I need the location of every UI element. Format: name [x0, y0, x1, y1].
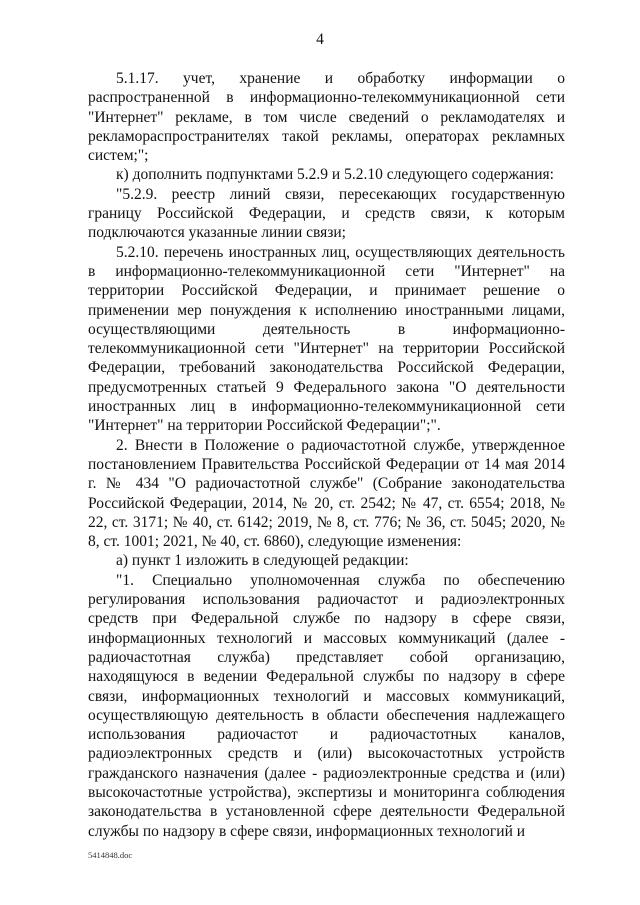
paragraph-5-2-10: 5.2.10. перечень иностранных лиц, осуществляющих деятельность в информационно-телекоммуникационной сети "Интернет" на территории Российской Федерации, и принимает решение о применении мер понуждения к исполнению иностранными лицами, осуществляющими деятельность в информационно-телекоммуникационной сети "Интернет" на территории Российской Федерации, требований законодательства Российской Федерации, предусмотренных статьей 9 Федерального закона "О деятельности иностранных лиц в информационно-телекоммуникационной сети "Интернет" на территории Российской Федерации";". [88, 243, 565, 435]
paragraph-a-item-1: а) пункт 1 изложить в следующей редакции: [116, 552, 409, 570]
paragraph-2-amend-regulation: 2. Внести в Положение о радиочастотной службе, утвержденное постановлением Правительства Российской Федерации от 14 мая 2014 г. № 434 "О радиочастотной службе" (Собрание законодательства Российской Федерации, 2014, № 20, ст. 2542; № 47, ст. 6554; 2018, № 22, ст. 3171; № 40, ст. 6142; 2019, № 8, ст. 776; № 36, ст. 5045; 2020, № 8, ст. 1001; 2021, № 40, ст. 6860), следующие изменения: [88, 436, 565, 551]
page-number: 4 [316, 31, 324, 48]
paragraph-1-radio-service: "1. Специально уполномоченная служба по обеспечению регулирования использования радиочастот и радиоэлектронных средств при Федеральной службе по надзору в сфере связи, информационных технологий и массовых коммуникаций (далее - радиочастотная служба) представляет собой организацию, находящуюся в ведении Федеральной службы по надзору в сфере связи, информационных технологий и массовых коммуникаций, осуществляющую деятельность в области обеспечения надлежащего использования радиочастот и радиочастотных каналов, радиоэлектронных средств и (или) высокочастотных устройств гражданского назначения (далее - радиоэлектронные средства и (или) высокочастотные устройства), экспертизы и мониторинга соблюдения законодательства в установленной сфере деятельности Федеральной службы по надзору в сфере связи, информационных технологий и [88, 571, 565, 840]
document-body [88, 69, 565, 841]
paragraph-k-supplement: к) дополнить подпунктами 5.2.9 и 5.2.10 следующего содержания: [116, 166, 554, 184]
document-footer-code: 5414848.doc [88, 850, 133, 860]
paragraph-5-1-17: 5.1.17. учет, хранение и обработку информации о распространенной в информационно-телекоммуникационной сети "Интернет" рекламе, в том числе сведений о рекламодателях и рекламораспространителях такой рекламы, операторах рекламных систем;"; [88, 70, 565, 165]
paragraph-5-2-9: "5.2.9. реестр линий связи, пересекающих государственную границу Российской Федерации, и средств связи, к которым подключаются указанные линии связи; [88, 185, 565, 242]
